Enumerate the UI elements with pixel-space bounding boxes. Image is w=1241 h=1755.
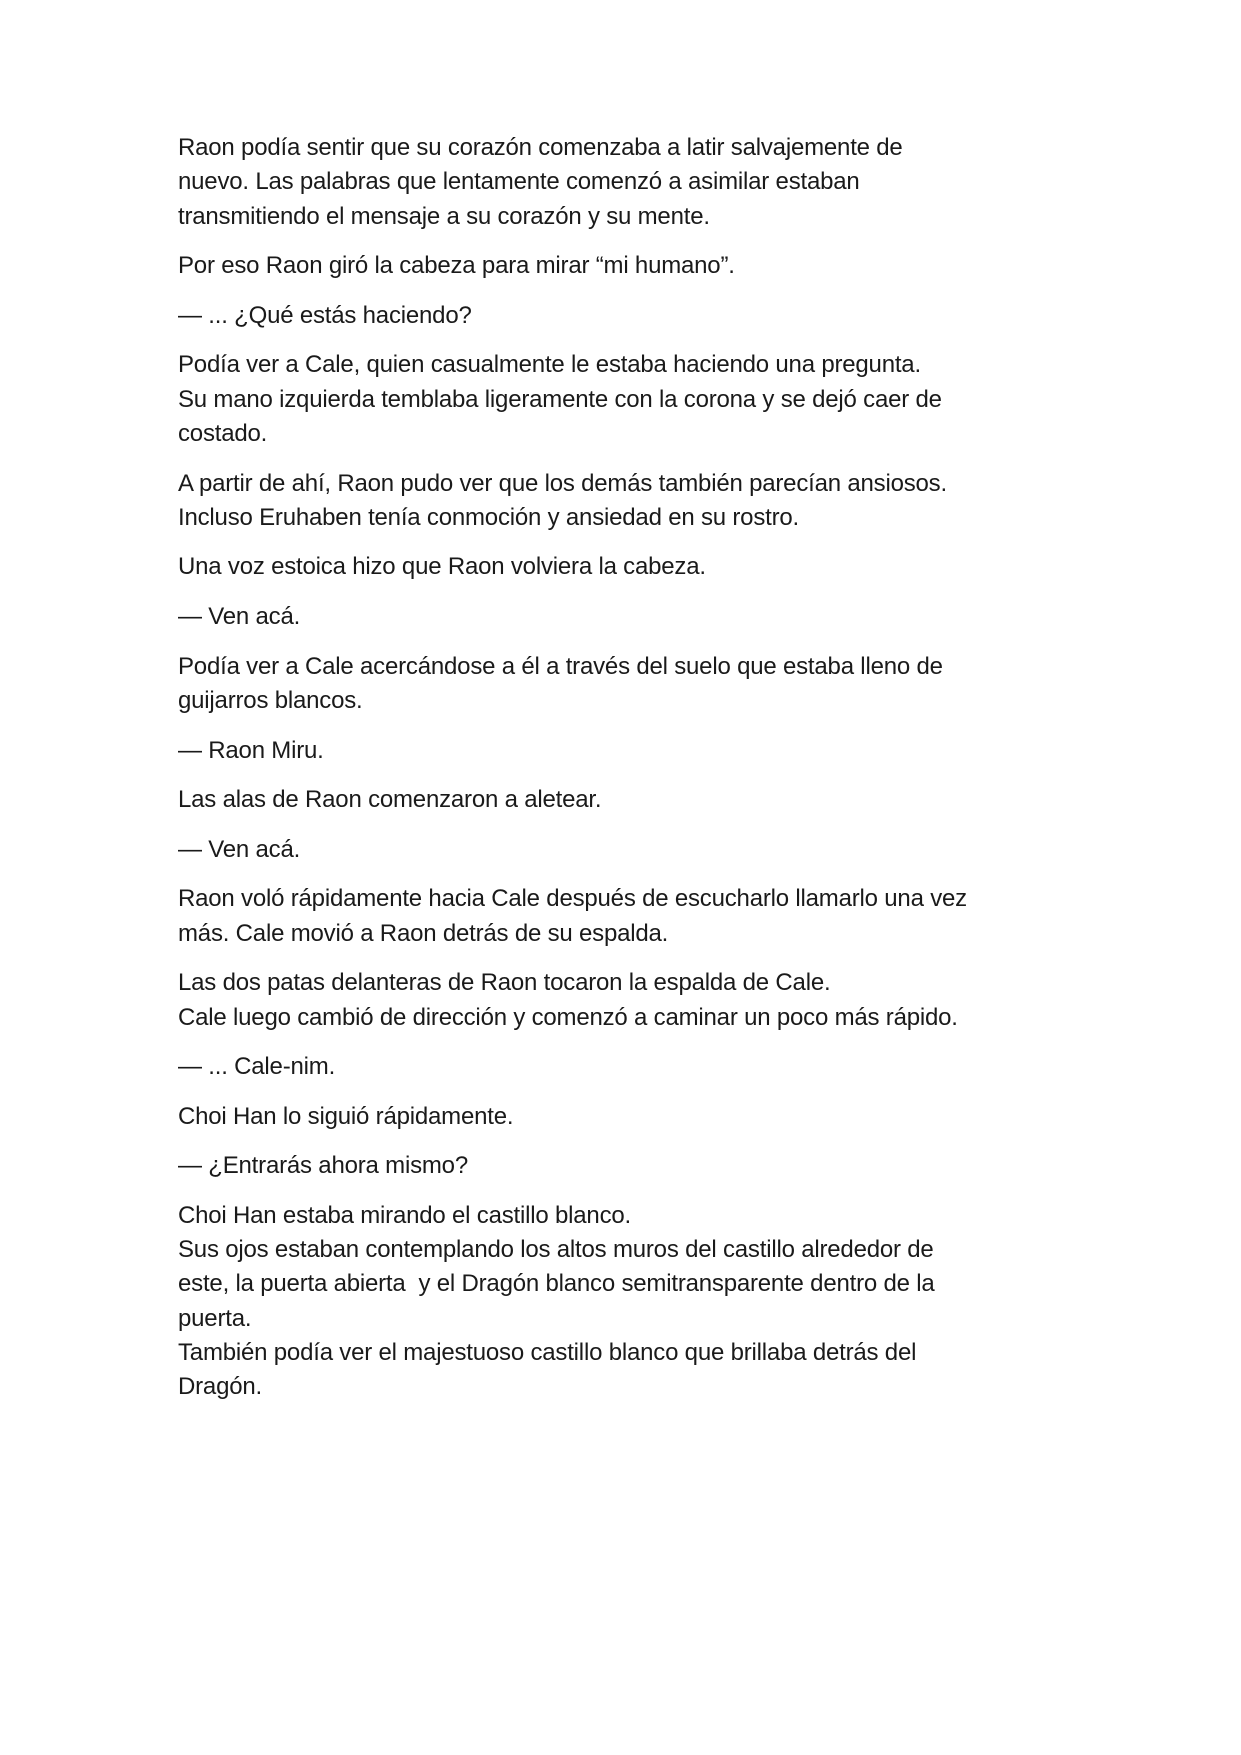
text-line: más. Cale movió a Raon detrás de su espalda. [178,919,669,947]
paragraph [178,966,1068,1035]
text-line: Raon podía sentir que su corazón comenzaba a latir salvajemente de [178,134,903,161]
dialogue-paragraph [178,833,1068,867]
text-line: Podía ver a Cale, quien casualmente le estaba haciendo una pregunta. [178,351,921,379]
paragraph [178,783,1068,817]
document-page [178,131,1068,1420]
text-line: puerta. [178,1304,252,1332]
paragraph [178,1100,1068,1134]
paragraph [178,650,1068,719]
text-line: — ... ¿Qué estás haciendo? [178,301,472,329]
text-line: Las dos patas delanteras de Raon tocaron la espalda de Cale. [178,969,831,997]
dialogue-paragraph [178,299,1068,333]
text-line: guijarros blancos. [178,686,363,714]
dialogue-paragraph [178,1050,1068,1084]
text-line: Raon voló rápidamente hacia Cale después de escucharlo llamarlo una vez [178,885,967,913]
text-line: este, la puerta abierta y el Dragón blanco semitransparente dentro de la [178,1270,935,1298]
text-line: — Ven acá. [178,603,301,631]
text-line: — ¿Entrarás ahora mismo? [178,1152,468,1180]
text-line: Por eso Raon giró la cabeza para mirar “mi humano”. [178,252,735,280]
dialogue-paragraph [178,600,1068,634]
text-line: costado. [178,419,268,447]
text-line: Su mano izquierda temblaba ligeramente con la corona y se dejó caer de [178,385,942,413]
paragraph [178,131,1068,234]
dialogue-paragraph [178,734,1068,768]
text-line: — Ven acá. [178,835,301,863]
text-line: Choi Han estaba mirando el castillo blanco. [178,1201,631,1229]
text-line: Cale luego cambió de dirección y comenzó a caminar un poco más rápido. [178,1003,958,1031]
text-line: Incluso Eruhaben tenía conmoción y ansiedad en su rostro. [178,503,799,531]
dialogue-paragraph [178,1149,1068,1183]
text-line: Sus ojos estaban contemplando los altos muros del castillo alrededor de [178,1236,934,1264]
paragraph [178,550,1068,584]
text-line: — ... Cale-nim. [178,1053,336,1081]
paragraph [178,882,1068,951]
paragraph [178,249,1068,283]
paragraph [178,348,1068,451]
text-line: nuevo. Las palabras que lentamente comenzó a asimilar estaban [178,168,860,196]
text-line: Choi Han lo siguió rápidamente. [178,1102,514,1130]
text-line: También podía ver el majestuoso castillo blanco que brillaba detrás del [178,1339,917,1367]
text-line: — Raon Miru. [178,736,324,764]
paragraph [178,1199,1068,1405]
text-line: A partir de ahí, Raon pudo ver que los demás también parecían ansiosos. [178,469,947,497]
paragraph [178,467,1068,536]
text-line: Una voz estoica hizo que Raon volviera la cabeza. [178,553,706,581]
text-line: Podía ver a Cale acercándose a él a través del suelo que estaba lleno de [178,652,943,680]
text-line: transmitiendo el mensaje a su corazón y su mente. [178,202,710,230]
text-line: Las alas de Raon comenzaron a aletear. [178,786,602,814]
text-line: Dragón. [178,1373,262,1401]
